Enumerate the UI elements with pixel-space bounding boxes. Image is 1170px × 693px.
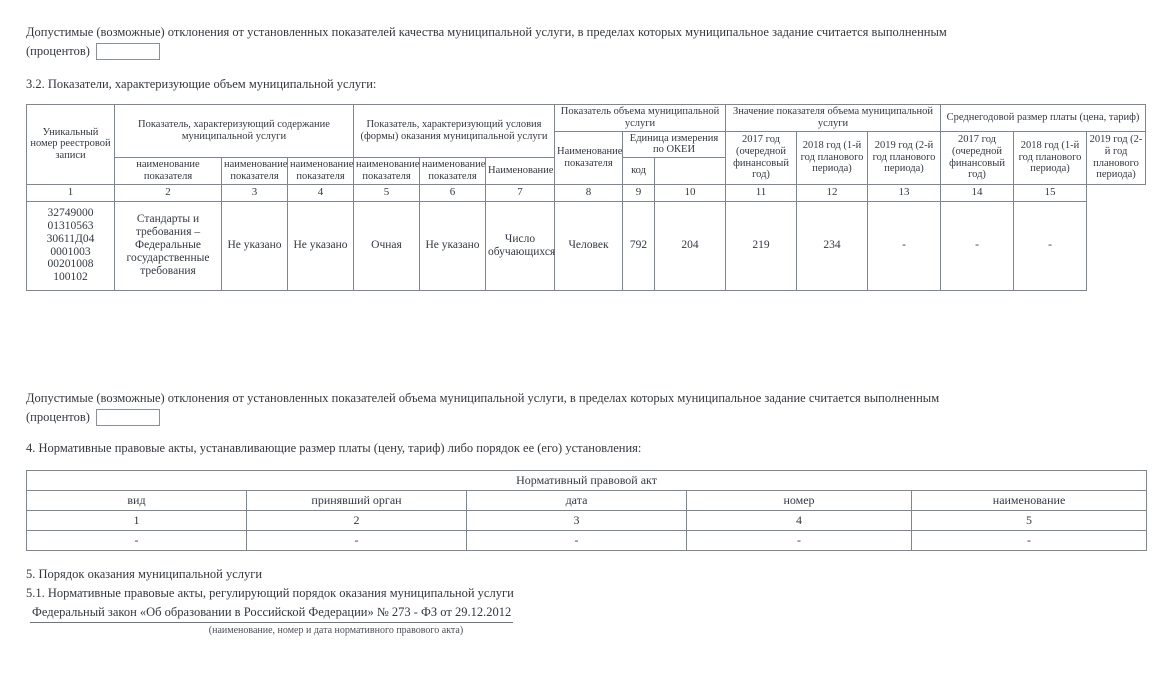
npa-colnum-2: 2	[247, 511, 467, 531]
cell-price-2018: -	[941, 201, 1014, 290]
volume-indicators-table	[26, 104, 1146, 291]
cell-unit-code: 792	[623, 201, 655, 290]
npa-colnum-1: 1	[27, 511, 247, 531]
cell-volume-2019: 234	[797, 201, 868, 290]
th-content-col4: наименование показателя	[288, 158, 354, 185]
colnum-11: 11	[726, 184, 797, 201]
npa-cell-nomer: -	[687, 531, 912, 551]
th-price-group: Среднегодовой размер платы (цена, тариф)	[941, 105, 1146, 132]
th-cond-col6: наименование показателя	[420, 158, 486, 185]
percent-label: (процентов)	[26, 43, 90, 58]
colnum-6: 6	[420, 184, 486, 201]
deviation-percent-input[interactable]	[96, 43, 160, 60]
colnum-7: 7	[486, 184, 555, 201]
cell-c5: Очная	[354, 201, 420, 290]
table-column-numbers-row	[27, 184, 1146, 201]
npa-th-organ: принявший орган	[247, 491, 467, 511]
table-header-row-1	[27, 105, 1146, 132]
th-unit-name: Наименование	[486, 158, 555, 185]
deviation-note-quality-text: Допустимые (возможные) отклонения от установленных показателей качества муниципальной услуги, в пределах которых муниципальное задание считается выполненным	[26, 25, 947, 39]
section-4-title: 4. Нормативные правовые акты, устанавливающие размер платы (цену, тариф) либо порядок ее (его) установления:	[26, 441, 642, 455]
npa-th-nomer: номер	[687, 491, 912, 511]
cell-unique-number: 32749000 01310563 30611Д04 0001003 00201008 100102	[27, 201, 115, 290]
npa-cell-naimenovanie: -	[912, 531, 1147, 551]
section-3-2-title: 3.2. Показатели, характеризующие объем муниципальной услуги:	[26, 77, 377, 91]
th-cond-col5: наименование показателя	[354, 158, 420, 185]
npa-cell-data: -	[467, 531, 687, 551]
colnum-9: 9	[623, 184, 655, 201]
table-row	[27, 531, 1147, 551]
table-row	[27, 201, 1146, 290]
npa-cell-organ: -	[247, 531, 467, 551]
npa-cell-vid: -	[27, 531, 247, 551]
npa-th-data: дата	[467, 491, 687, 511]
deviation-percent-input-2[interactable]	[96, 409, 160, 426]
th-content-group: Показатель, характеризующий содержание муниципальной услуги	[115, 105, 354, 158]
npa-title: Нормативный правовой акт	[27, 471, 1147, 491]
colnum-3: 3	[222, 184, 288, 201]
colnum-2: 2	[115, 184, 222, 201]
cell-c4: Не указано	[288, 201, 354, 290]
th-volume-2019: 2019 год (2-й год планового периода)	[868, 131, 941, 184]
colnum-14: 14	[941, 184, 1014, 201]
deviation-note-quality-block	[26, 24, 1146, 60]
tail-block	[26, 566, 1146, 636]
deviation-note-volume-block	[26, 390, 1146, 426]
th-price-2017: 2017 год (очередной финансовый год)	[941, 131, 1014, 184]
th-price-2019: 2019 год (2-й год планового периода)	[1087, 131, 1146, 184]
th-volume-2018: 2018 год (1-й год планового периода)	[797, 131, 868, 184]
colnum-12: 12	[797, 184, 868, 201]
th-content-col3: наименование показателя	[222, 158, 288, 185]
npa-th-vid: вид	[27, 491, 247, 511]
cell-content-name: Стандарты и требования – Федеральные государственные требования	[115, 201, 222, 290]
th-indicator-name: Наименование показателя	[555, 131, 623, 184]
npa-header-row	[27, 491, 1147, 511]
colnum-8: 8	[555, 184, 623, 201]
npa-th-naimenovanie: наименование	[912, 491, 1147, 511]
th-unique-number: Уникальный номер реестровой записи	[27, 105, 115, 185]
cell-price-2019: -	[1014, 201, 1087, 290]
th-volume-2017: 2017 год (очередной финансовый год)	[726, 131, 797, 184]
cell-c6: Не указано	[420, 201, 486, 290]
colnum-15: 15	[1014, 184, 1087, 201]
colnum-5: 5	[354, 184, 420, 201]
section-5-1-title: 5.1. Нормативные правовые акты, регулирующий порядок оказания муниципальной услуги	[26, 585, 514, 600]
cell-volume-2018: 219	[726, 201, 797, 290]
deviation-percent-row-2	[26, 409, 1146, 426]
percent-label-2: (процентов)	[26, 409, 90, 424]
th-volume-value-group: Значение показателя объема муниципальной услуги	[726, 105, 941, 132]
deviation-percent-row	[26, 43, 1146, 60]
colnum-13: 13	[868, 184, 941, 201]
section-5-title: 5. Порядок оказания муниципальной услуги	[26, 567, 263, 581]
th-conditions-group: Показатель, характеризующий условия (формы) оказания муниципальной услуги	[354, 105, 555, 158]
th-price-2018: 2018 год (1-й год планового периода)	[1014, 131, 1087, 184]
cell-unit-name: Человек	[555, 201, 623, 290]
th-unit-okei: Единица измерения по ОКЕИ	[623, 131, 726, 158]
npa-colnum-4: 4	[687, 511, 912, 531]
law-caption: (наименование, номер и дата нормативного правового акта)	[208, 624, 464, 636]
th-content-name: наименование показателя	[115, 158, 222, 185]
colnum-10: 10	[655, 184, 726, 201]
cell-indicator-name: Число обучающихся	[486, 201, 555, 290]
npa-colnum-3: 3	[467, 511, 687, 531]
law-caption-wrap	[26, 625, 626, 636]
normative-acts-table	[26, 470, 1147, 551]
law-reference-text: Федеральный закон «Об образовании в Российской Федерации» № 273 - ФЗ от 29.12.2012	[30, 604, 513, 623]
cell-c3: Не указано	[222, 201, 288, 290]
th-unit-code: код	[623, 158, 655, 185]
colnum-4: 4	[288, 184, 354, 201]
deviation-note-volume-text: Допустимые (возможные) отклонения от установленных показателей объема муниципальной услуги, в пределах которых муниципальное задание считается выполненным	[26, 391, 940, 405]
colnum-1: 1	[27, 184, 115, 201]
cell-price-2017: -	[868, 201, 941, 290]
npa-colnum-5: 5	[912, 511, 1147, 531]
cell-volume-2017: 204	[655, 201, 726, 290]
npa-column-numbers-row	[27, 511, 1147, 531]
npa-header-title-row	[27, 471, 1147, 491]
th-volume-indicator-group: Показатель объема муниципальной услуги	[555, 105, 726, 132]
